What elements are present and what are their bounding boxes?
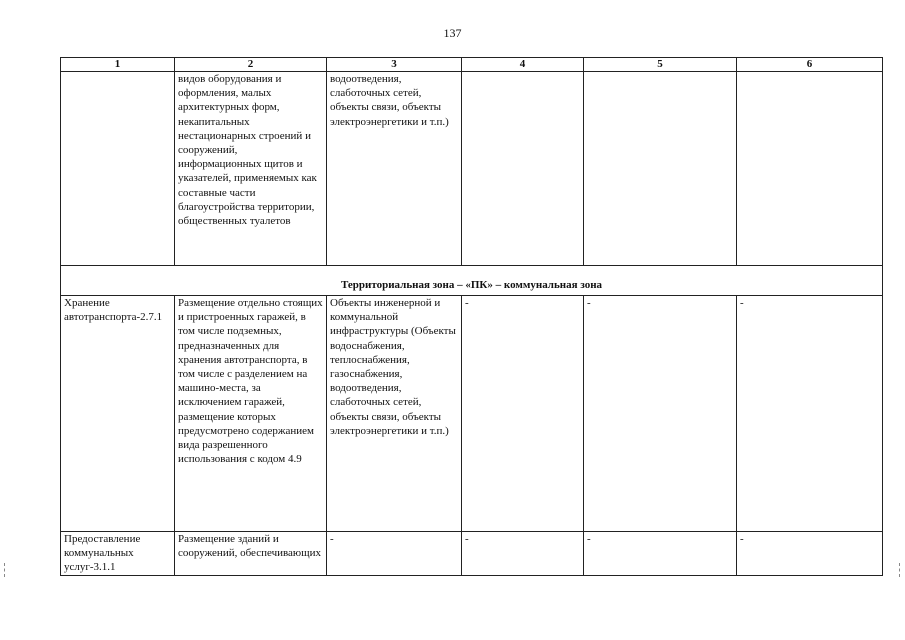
cell-use-description: Размещение отдельно стоящих и пристроенных гаражей, в том числе подземных, предназначенных для хранения автотранспорта, в том числе с разделением на машино-места, за исключением гаражей, размещение которых предусмотрено содержанием вида разрешенного использования с кодом 4.9 (175, 296, 327, 532)
cell-col-6 (737, 72, 883, 266)
cell-auxiliary-objects: водоотведения, слаботочных сетей, объекты связи, объекты электроэнергетики и т.п.) (327, 72, 462, 266)
cell-col-5 (584, 72, 737, 266)
cell-col-6: - (737, 296, 883, 532)
continuation-row (61, 72, 883, 266)
table-row (61, 532, 883, 576)
cell-use-description: Размещение зданий и сооружений, обеспечивающих (175, 532, 327, 576)
header-col-4: 4 (462, 58, 584, 72)
header-col-2: 2 (175, 58, 327, 72)
cell-use-name: Хранение автотранспорта-2.7.1 (61, 296, 175, 532)
header-col-6: 6 (737, 58, 883, 72)
cell-col-4 (462, 72, 584, 266)
header-col-1: 1 (61, 58, 175, 72)
cell-col-5: - (584, 532, 737, 576)
scan-edge-mark-left (4, 563, 7, 577)
zone-heading: Территориальная зона – «ПК» – коммунальная зона (61, 266, 883, 296)
header-col-5: 5 (584, 58, 737, 72)
cell-auxiliary-objects: - (327, 532, 462, 576)
cell-use-description: видов оборудования и оформления, малых архитектурных форм, некапитальных нестационарных строений и сооружений, информационных щитов и указателей, применяемых как составные части благоустройства территории, общественных туалетов (175, 72, 327, 266)
cell-use-name: Предоставление коммунальных услуг-3.1.1 (61, 532, 175, 576)
zone-heading-row (61, 266, 883, 296)
regulations-table (60, 57, 883, 576)
cell-col-4: - (462, 532, 584, 576)
cell-col-5: - (584, 296, 737, 532)
header-col-3: 3 (327, 58, 462, 72)
table-row (61, 296, 883, 532)
page-number: 137 (443, 26, 462, 40)
cell-auxiliary-objects: Объекты инженерной и коммунальной инфраструктуры (Объекты водоснабжения, теплоснабжения, газоснабжения, водоотведения, слаботочных сетей, объекты связи, объекты электроэнергетики и т.п.) (327, 296, 462, 532)
cell-col-4: - (462, 296, 584, 532)
cell-col-6: - (737, 532, 883, 576)
scan-edge-mark-right (899, 563, 902, 577)
cell-use-name (61, 72, 175, 266)
header-row (61, 58, 883, 72)
